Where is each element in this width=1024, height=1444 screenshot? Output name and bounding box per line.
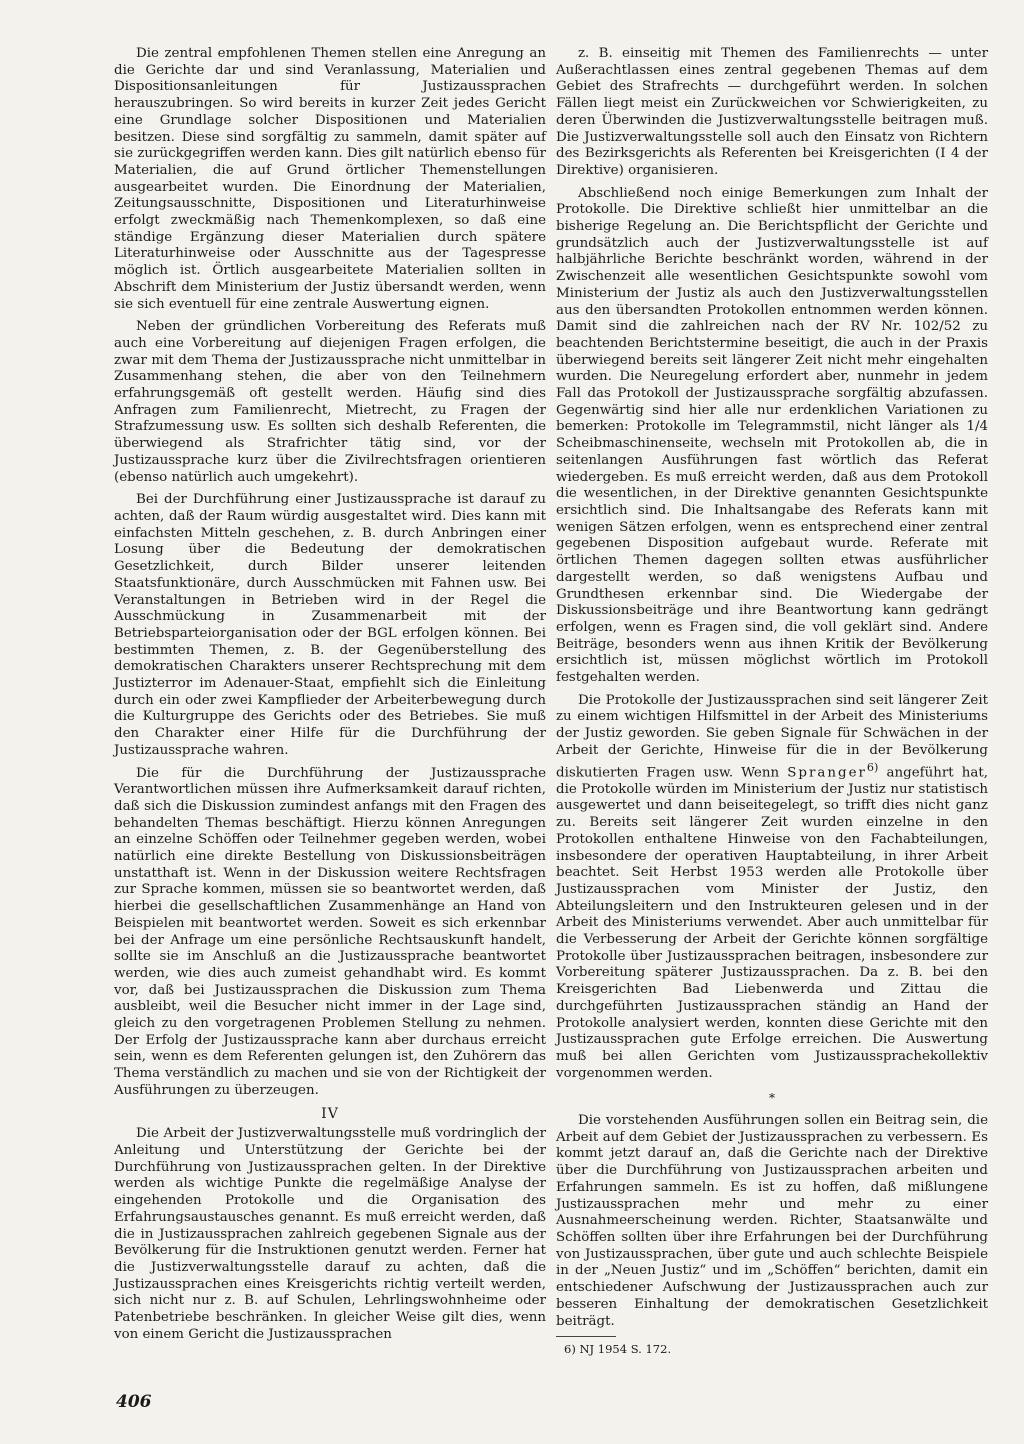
footnote: 6) NJ 1954 S. 172.	[564, 1342, 672, 1357]
right-column	[556, 46, 988, 1358]
section-separator: *	[769, 1091, 775, 1106]
footnote-ref: 6)	[866, 760, 879, 774]
paragraph: Abschließend noch einige Bemerkungen zum Inhalt der Protokolle. Die Direktive schließt hier unmittelbar an die bisherige Regelung an. Die Berichtspflicht der Gerichte und grundsätzlich auch der Justizverwaltungsstelle ist auf halbjährliche Berichte beschränkt worden, während in der Zwischenzeit alle wesentlichen Gesichtspunkte sowohl vom Ministerium der Justiz als auch den Justizverwaltungsstellen aus den übersandten Protokollen entnommen werden können. Damit sind die zahlreichen nach der RV Nr. 102/52 zu beachtenden Berichtstermine beseitigt, die auch in der Praxis überwiegend bereits seit längerer Zeit nicht mehr eingehalten wurden. Die Neuregelung erfordert aber, nunmehr in jedem Fall das Protokoll der Justizaussprache sorgfältig abzufassen. Gegenwärtig sind hier alle nur erdenklichen Variationen zu bemerken: Protokolle im Telegrammstil, nicht länger als 1/4 Scheibmaschinenseite, wechseln mit Protokollen ab, die in seitenlangen Ausführungen fast wörtlich das Referat wiedergeben. Es muß erreicht werden, daß aus dem Protokoll die wesentlichen, in der Direktive genannten Gesichtspunkte ersichtlich sind. Die Inhaltsangabe des Referats kann mit wenigen Sätzen erfolgen, wenn es entsprechend einer zentral gegebenen Disposition aufgebaut wurde. Referate mit örtlichen Themen dagegen sollten etwas ausführlicher dargestellt werden, so daß wenigstens Aufbau und Grundthesen erkennbar sind. Die Wiedergabe der Diskussionsbeiträge und ihre Beantwortung kann gedrängt erfolgen, wenn es Fragen sind, die voll geklärt sind. Andere Beiträge, besonders wenn aus ihnen Kritik der Bevölkerung ersichtlich ist, müssen möglichst wörtlich im Protokoll festgehalten werden.	[556, 185, 988, 686]
footnote-rule	[556, 1336, 616, 1337]
paragraph: Die Arbeit der Justizverwaltungsstelle muß vordringlich der Anleitung und Unterstützung der Gerichte bei der Durchführung von Justizaussprachen gelten. In der Direktive werden als wichtige Punkte die regelmäßige Analyse der eingehenden Protokolle und die Organisation des Erfahrungsaustausches genannt. Es muß erreicht werden, daß die in Justizaussprachen zahlreich gegebenen Signale aus der Bevölkerung für die Instruktionen genutzt werden. Ferner hat die Justizverwaltungsstelle darauf zu achten, daß die Justizaussprachen eines Kreisgerichts richtig verteilt werden, sich nicht nur z. B. auf Schulen, Lehrlingswohnheime oder Patenbetriebe beschränken. In gleicher Weise gilt dies, wenn von einem Gericht die Justizaussprachen	[114, 1126, 546, 1342]
paragraph: Die für die Durchführung der Justizaussprache Verantwortlichen müssen ihre Aufmerksamkeit darauf richten, daß sich die Diskussion zumindest anfangs mit den Fragen des behandelten Themas beschäftigt. Hierzu können Anregungen an einzelne Schöffen oder Teilnehmer gegeben werden, wobei natürlich eine direkte Bestellung von Diskussionsbeiträgen unstatthaft ist. Wenn in der Diskussion weitere Rechtsfragen zur Sprache kommen, müssen sie so beantwortet werden, daß hierbei die gesellschaftlichen Zusammenhänge an Hand von Beispielen mit beantwortet werden. Soweit es sich erkennbar bei der Anfrage um eine persönliche Rechtsauskunft handelt, sollte sie im Anschluß an die Justizaussprache beantwortet werden, wie dies auch zumeist gehandhabt wird. Es kommt vor, daß bei Justizaussprachen die Diskussion zum Thema ausbleibt, weil die Besucher nicht immer in der Lage sind, gleich zu den vorgetragenen Problemen Stellung zu nehmen. Der Erfolg der Justizaussprache kann aber durchaus erreicht sein, wenn es dem Referenten gelungen ist, den Zuhörern das Thema verständlich zu machen und sie von der Richtigkeit der Ausführungen zu überzeugen.	[114, 765, 546, 1098]
paragraph: Bei der Durchführung einer Justizaussprache ist darauf zu achten, daß der Raum würdig ausgestaltet wird. Dies kann mit einfachsten Mitteln geschehen, z. B. durch Anbringen einer Losung über die Bedeutung der demokratischen Gesetzlichkeit, durch Bilder unserer leitenden Staatsfunktionäre, durch Ausschmücken mit Fahnen usw. Bei Veranstaltungen in Betrieben wird in der Regel die Ausschmückung in Zusammenarbeit mit der Betriebsparteiorganisation oder der BGL erfolgen können. Bei bestimmten Themen, z. B. der Gegenüberstellung des demokratischen Charakters unserer Rechtsprechung mit dem Justizterror im Adenauer-Staat, empfiehlt sich die Einleitung durch ein oder zwei Kampflieder der Arbeiterbewegung durch die Kulturgruppe des Gerichts oder des Betriebes. Sie muß den Charakter einer Hilfe für die Durchführung der Justizaussprache wahren.	[114, 492, 546, 758]
paragraph	[556, 693, 988, 1083]
author-name: Spranger	[787, 765, 867, 780]
paragraph: Neben der gründlichen Vorbereitung des Referats muß auch eine Vorbereitung auf diejenigen Fragen erfolgen, die zwar mit dem Thema der Justizaussprache nicht unmittelbar in Zusammenhang stehen, die aber von den Teilnehmern erfahrungsgemäß oft gestellt werden. Häufig sind dies Anfragen zum Familienrecht, Mietrecht, zu Fragen der Strafzumessung usw. Es sollten sich deshalb Referenten, die überwiegend als Strafrichter tätig sind, vor der Justizaussprache kurz über die Zivilrechtsfragen orientieren (ebenso natürlich auch umgekehrt).	[114, 319, 546, 485]
text-run: Die Protokolle der Justizaussprachen sind seit längerer Zeit zu einem wichtigen Hilfsmittel in der Arbeit des Ministeriums der Justiz geworden. Sie geben Signale für Schwächen in der Arbeit der Gerichte, Hinweise für die in der Bevölkerung diskutierten Fragen usw. Wenn	[556, 692, 988, 780]
text-run: angeführt hat, die Protokolle würden im Ministerium der Justiz nur statistisch ausgewertet und dann beiseitegelegt, so trifft dies nicht ganz zu. Bereits seit längerer Zeit wurden einzelne in den Protokollen enthaltene Hinweise von den Fachabteilungen, insbesondere der operativen Hauptabteilung, in ihrer Arbeit beachtet. Seit Herbst 1953 werden alle Protokolle über Justizaussprachen vom Minister der Justiz, den Abteilungsleitern und den Instrukteuren gelesen und in der Arbeit des Ministeriums verwendet. Aber auch unmittelbar für die Verbesserung der Arbeit der Gerichte können sorgfältige Protokolle über Justizaussprachen beitragen, insbesondere zur Vorbereitung späterer Justizaussprachen. Da z. B. bei den Kreisgerichten Bad Liebenwerda und Zittau die durchgeführten Justizaussprachen ständig an Hand der Protokolle analysiert werden, konnten diese Gerichte mit den Justizaussprachen gute Erfolge erreichen. Die Auswertung muß bei allen Gerichten vom Justizaussprachekollektiv vorgenommen werden.	[556, 765, 988, 1081]
paragraph: Die zentral empfohlenen Themen stellen eine Anregung an die Gerichte dar und sind Veranlassung, Materialien und Dispositionsanleitungen für Justizaussprachen herauszubringen. So wird bereits in kurzer Zeit jedes Gericht eine Grundlage solcher Dispositionen und Materialien besitzen. Diese sind sorgfältig zu sammeln, damit später auf sie zurückgegriffen werden kann. Dies gilt natürlich ebenso für Materialien, die auf Grund örtlicher Themenstellungen ausgearbeitet wurden. Die Einordnung der Materialien, Zeitungsausschnitte, Dispositionen und Literaturhinweise erfolgt zweckmäßig nach Themenkomplexen, so daß eine ständige Ergänzung dieser Materialien durch spätere Literaturhinweise oder Ausschnitte aus der Tagespresse möglich ist. Örtlich ausgearbeitete Materialien sollten in Abschrift dem Ministerium der Justiz übersandt werden, wenn sie sich eventuell für eine zentrale Auswertung eignen.	[114, 46, 546, 312]
page-number: 406	[116, 1392, 152, 1412]
section-heading: IV	[321, 1105, 339, 1122]
paragraph: z. B. einseitig mit Themen des Familienrechts — unter Außerachtlassen eines zentral gegebenen Themas auf dem Gebiet des Strafrechts — durchgeführt werden. In solchen Fällen liegt meist ein Zurückweichen vor Schwierigkeiten, zu deren Überwinden die Justizverwaltungsstelle beitragen muß. Die Justizverwaltungsstelle soll auch den Einsatz von Richtern des Bezirksgerichts als Referenten bei Kreisgerichten (I 4 der Direktive) organisieren.	[556, 46, 988, 178]
left-column	[114, 46, 546, 1349]
paragraph: Die vorstehenden Ausführungen sollen ein Beitrag sein, die Arbeit auf dem Gebiet der Justizaussprachen zu verbessern. Es kommt jetzt darauf an, daß die Gerichte nach der Direktive über die Durchführung von Justizaussprachen arbeiten und Erfahrungen sammeln. Es ist zu hoffen, daß mißlungene Justizaussprachen mehr und mehr zu einer Ausnahmeerscheinung werden. Richter, Staatsanwälte und Schöffen sollten über ihre Erfahrungen bei der Durchführung von Justizaussprachen, über gute und auch schlechte Beispiele in der „Neuen Justiz“ und im „Schöffen“ berichten, damit ein entschiedener Aufschwung der Justizaussprachen auch zur besseren Einhaltung der demokratischen Gesetzlichkeit beiträgt.	[556, 1113, 988, 1329]
